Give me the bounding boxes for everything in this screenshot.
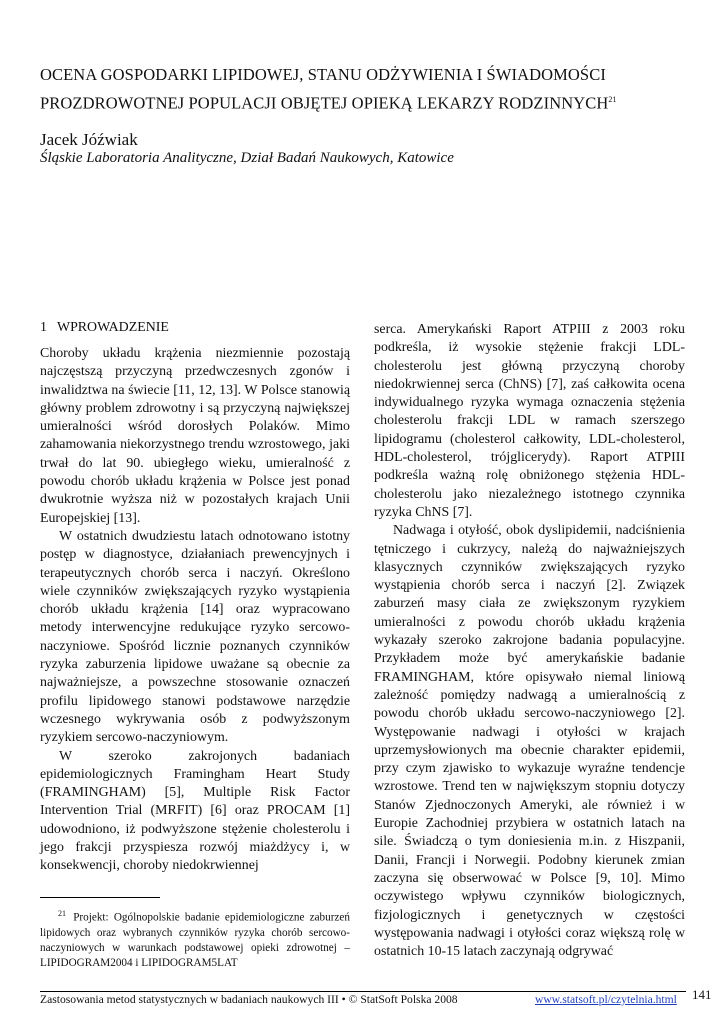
footnote-text: Projekt: Ogólnopolskie badanie epidemiologiczne zaburzeń lipidowych oraz wybranych czynników ryzyka chorób sercowo-naczyniowych w warunkach podstawowej opieki zdrowotnej – LIPIDOGRAM2004 i LIPIDOGRAM5LAT [40, 911, 350, 970]
footnote-body [40, 906, 350, 972]
author-name: Jacek Jóźwiak [40, 130, 138, 149]
paragraph: W szeroko zakrojonych badaniach epidemiologicznych Framingham Heart Study (FRAMINGHAM) [5], Multiple Risk Factor Intervention Trial (MRFIT) [6] oraz PROCAM [1] udowodniono, iż podwyższone stężenie cholesterolu i jego frakcji przyspiesza rozwój miażdżycy i, w konsekwencji, choroby niedokrwiennej [40, 748, 350, 874]
footnote-number: 21 [58, 909, 66, 918]
paper-title [40, 62, 690, 116]
paragraph: W ostatnich dwudziestu latach odnotowano istotny postęp w diagnostyce, działaniach prewencyjnych i terapeutycznych chorób serca i naczyń. Określono wiele czynników zwiększających ryzyko wystąpienia chorób układu krążenia [14] oraz wypracowano metody interwencyjne redukujące ryzyko sercowo-naczyniowe. Spośród licznie poznanych czynników ryzyka zaburzenia lipidowe uważane są obecnie za najważniejsze, a powszechne stosowanie oznaczeń profilu lipidowego stanowi podstawowe narzędzie wczesnego wykrywania osób z podwyższonym ryzykiem sercowo-naczyniowym. [40, 528, 350, 746]
footnote [40, 906, 350, 972]
page-number: 141 [692, 987, 712, 1002]
footnote-separator [40, 897, 160, 898]
right-column [374, 321, 685, 961]
paragraph: Nadwaga i otyłość, obok dyslipidemii, nadciśnienia tętniczego i cukrzycy, należą do najważniejszych klasycznych czynników zwiększających ryzyko wystąpienia chorób serca i naczyń [2]. Związek zaburzeń masy ciała ze zwiększonym ryzykiem umieralności z powodu chorób układu krążenia wykazały szeroko zakrojone badania populacyjne. Przykładem może być amerykańskie badanie FRAMINGHAM, które opisywało niemal liniową zależność pomiędzy nadwagą a umieralnością z powodu chorób układu sercowo-naczyniowego [2]. Występowanie nadwagi i otyłości w krajach uprzemysłowionych ma obecnie charakter epidemii, przy czym zjawisko to wykazuje wyraźne tendencje wzrostowe. Trend ten w największym stopniu dotyczy Stanów Zjednoczonych Ameryki, ale również i w Europie Zachodniej przybiera w ostatnich latach na sile. Świadczą o tym doniesienia m.in. z Hiszpanii, Danii, Francji i Norwegii. Podobny kierunek zmian zaczyna się obserwować w Polsce [9, 10]. Mimo oczywistego wpływu czynników biologicznych, fizjologicznych i genetycznych w częstości występowania nadwagi i otyłości coraz większą rolę w ostatnich 10-15 latach zaczynają odgrywać [374, 523, 685, 960]
paragraph: Choroby układu krążenia niezmiennie pozostają najczęstszą przyczyną przedwczesnych zgonów i inwalidztwa na świecie [11, 12, 13]. W Polsce stanowią główny problem zdrowotny i są przyczyną największej umieralności wśród dorosłych Polaków. Mimo zahamowania niekorzystnego trendu wzrostowego, jaki trwał do lat 90. ubiegłego wieku, umieralność z powodu chorób układu krążenia w Polsce jest ponad dwukrotnie wyższa niż w pozostałych krajach Unii Europejskiej [13]. [40, 346, 350, 526]
title-line-2 [40, 87, 690, 116]
section-heading [40, 320, 169, 336]
author-affiliation: Śląskie Laboratoria Analityczne, Dział Badań Naukowych, Katowice [40, 150, 454, 166]
left-column [40, 345, 350, 876]
title-footnote-mark: 21 [608, 95, 617, 104]
paragraph: serca. Amerykański Raport ATPIII z 2003 roku podkreśla, iż wysokie stężenie frakcji LDL-cholesterolu jest główną przyczyną choroby niedokrwiennej serca (ChNS) [7], zaś całkowita ocena indywidualnego ryzyka wymaga oznaczenia stężenia cholesterolu frakcji LDL w ramach szerszego lipidogramu (cholesterol całkowity, LDL-cholesterol, HDL-cholesterol, trójglicerydy). Raport ATPIII podkreśla ważną rolę obniżonego stężenia HDL-cholesterolu jako niezależnego istotnego czynnika ryzyka ChNS [7]. [374, 322, 685, 520]
footer-link[interactable]: www.statsoft.pl/czytelnia.html [535, 993, 677, 1006]
title-line-1: OCENA GOSPODARKI LIPIDOWEJ, STANU ODŻYWIENIA I ŚWIADOMOŚCI [40, 65, 606, 84]
section-title: WPROWADZENIE [56, 320, 169, 335]
title-line-2-text: PROZDROWOTNEJ POPULACJI OBJĘTEJ OPIEKĄ LEKARZY RODZINNYCH [40, 93, 609, 113]
footer-text: Zastosowania metod statystycznych w badaniach naukowych III • © StatSoft Polska 2008 [40, 993, 458, 1006]
footer-rule [40, 991, 686, 992]
section-number: 1 [40, 320, 47, 335]
